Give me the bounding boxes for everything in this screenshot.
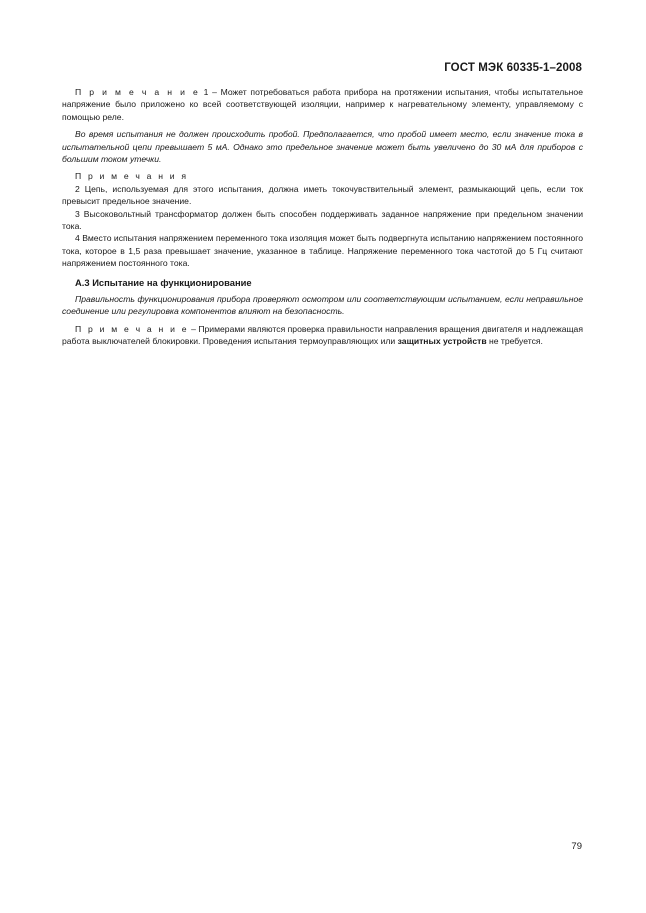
note-label: П р и м е ч а н и е — [75, 87, 200, 97]
page-content — [62, 86, 583, 347]
note-2: 2 Цепь, используемая для этого испытания, должна иметь токочувствительный элемент, размыкающий цепь, если ток превысит предельное значение. — [62, 183, 583, 207]
section-note — [62, 323, 583, 348]
note-4: 4 Вместо испытания напряжением переменного тока изоляция может быть подвергнута испытанию напряжением постоянного тока, которое в 1,5 раза превышает значение, указанное в таблице. Напряжение переменного тока частотой до 5 Гц считают напряжением постоянного тока. — [62, 233, 583, 269]
section-note-bold: защитных устройств — [397, 335, 487, 346]
notes-label: П р и м е ч а н и я — [75, 171, 189, 182]
page-number: 79 — [571, 841, 582, 852]
section-note-text: – Примерами являются проверка правильности направления вращения двигателя и надлежащая работа выключателей блокировки. Проведения испытания термоуправляющих или — [62, 323, 583, 346]
section-note-end: не требуется. — [486, 335, 543, 346]
requirement-paragraph: Во время испытания не должен происходить пробой. Предполагается, что пробой имеет место, если значение тока в испытательной цепи превышает 5 мА. Однако это предельное значение может быть увеличено до 30 мА для приборов с большим током утечки. — [62, 129, 583, 165]
note-1-text: 1 – Может потребоваться работа прибора на протяжении испытания, чтобы испытательное напряжение было приложено ко всей соответствующей изоляции, например к нагревательному элементу, управляемому с помощью реле. — [62, 87, 583, 122]
note-3: 3 Высоковольтный трансформатор должен быть способен поддерживать заданное напряжение при предельном значении тока. — [62, 208, 583, 232]
standard-code-header: ГОСТ МЭК 60335-1–2008 — [444, 62, 582, 74]
note-1 — [62, 86, 583, 123]
section-note-label: П р и м е ч а н и е — [75, 323, 189, 334]
section-requirement: Правильность функционирования прибора проверяют осмотром или соответствующим испытанием, если неправильное соединение или регулировка компонентов влияют на безопасность. — [62, 293, 583, 317]
section-heading: А.3 Испытание на функционирование — [75, 276, 252, 288]
